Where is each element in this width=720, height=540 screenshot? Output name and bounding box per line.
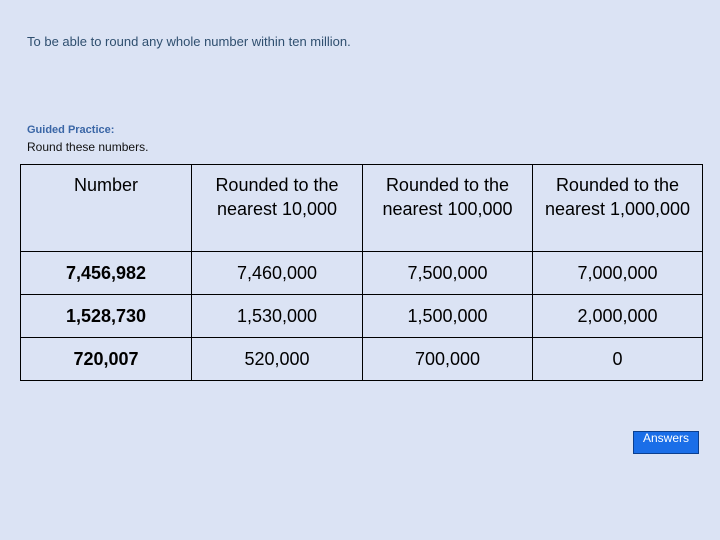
guided-practice-heading: Guided Practice: (27, 124, 115, 136)
number-cell: 7,456,982 (21, 252, 192, 295)
rounded-1000000-cell: 2,000,000 (533, 295, 703, 338)
header-nearest-1000000: Rounded to the nearest 1,000,000 (533, 165, 703, 252)
header-nearest-10000: Rounded to the nearest 10,000 (192, 165, 363, 252)
rounding-table (20, 164, 703, 381)
guided-practice-instruction: Round these numbers. (27, 140, 149, 154)
header-number: Number (21, 165, 192, 252)
number-cell: 720,007 (21, 338, 192, 381)
number-cell: 1,528,730 (21, 295, 192, 338)
answers-button[interactable]: Answers (633, 431, 699, 454)
table-row (21, 295, 703, 338)
rounded-1000000-cell: 7,000,000 (533, 252, 703, 295)
header-nearest-100000: Rounded to the nearest 100,000 (363, 165, 533, 252)
rounded-10000-cell: 7,460,000 (192, 252, 363, 295)
rounded-1000000-cell: 0 (533, 338, 703, 381)
rounded-100000-cell: 700,000 (363, 338, 533, 381)
rounded-100000-cell: 7,500,000 (363, 252, 533, 295)
table-header-row (21, 165, 703, 252)
rounded-10000-cell: 520,000 (192, 338, 363, 381)
table-row (21, 252, 703, 295)
learning-objective: To be able to round any whole number within ten million. (27, 34, 351, 49)
table-row (21, 338, 703, 381)
rounded-100000-cell: 1,500,000 (363, 295, 533, 338)
rounded-10000-cell: 1,530,000 (192, 295, 363, 338)
